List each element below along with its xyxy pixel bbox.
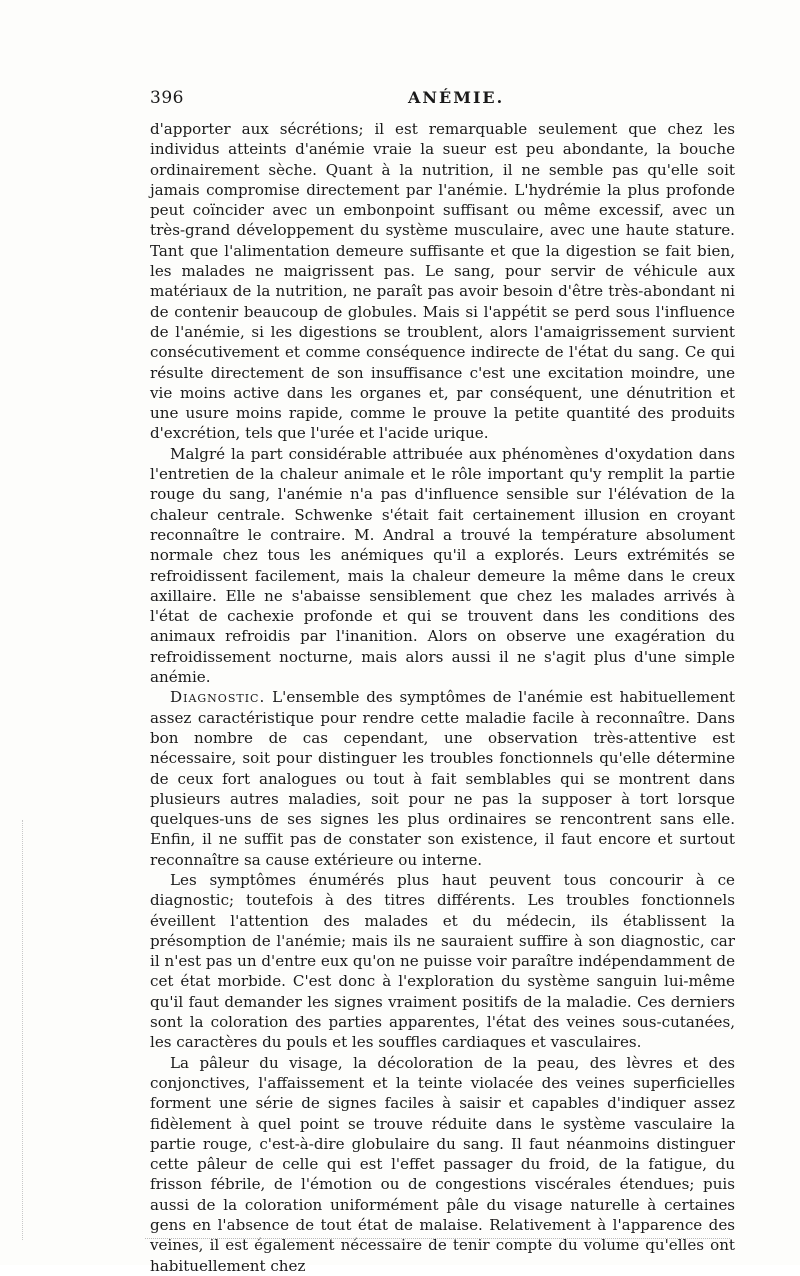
paragraph-symptomes: Les symptômes énumérés plus haut peuvent tous concourir à ce diagnostic; toutefois à des titres différents. Les troubles fonctionnels éveillent l'attention des malades et du médecin, ils établissent la présomption de l'anémie; mais ils ne sauraient suffire à son diagnostic, car il n'est pas un d'entre eux qu'on ne puisse voir paraître indépendamment de cet état morbide. C'est donc à l'exploration du système sanguin lui-même qu'il faut demander les signes vraiment positifs de la maladie. Ces derniers sont la coloration des parties apparentes, l'état des veines sous-cutanées, les caractères du pouls et les souffles cardiaques et vasculaires. xyxy=(150,870,735,1052)
paragraph-paleur: La pâleur du visage, la décoloration de la peau, des lèvres et des conjonctives, l'affaissement et la teinte violacée des veines superficielles forment une série de signes faciles à saisir et capables d'indiquer assez fidèlement à quel point se trouve réduite dans le système vasculaire la partie rouge, c'est-à-dire globulaire du sang. Il faut néanmoins distinguer cette pâleur de celle qui est l'effet passager du froid, de la fatigue, du frisson fébrile, de l'émotion ou de congestions viscérales étendues; puis aussi de la coloration uniformément pâle du visage naturelle à certaines gens en l'absence de tout état de malaise. Relativement à l'apparence des veines, il est également nécessaire de tenir compte du volume qu'elles ont habituellement chez xyxy=(150,1053,735,1275)
page-header xyxy=(150,88,730,112)
paragraph-nutrition: d'apporter aux sécrétions; il est remarquable seulement que chez les individus atteints d'anémie vraie la sueur est peu abondante, la bouche ordinairement sèche. Quant à la nutrition, il ne semble pas qu'elle soit jamais compromise directement par l'anémie. L'hydrémie la plus profonde peut coïncider avec un embonpoint suffisant ou même excessif, avec un très-grand développement du système musculaire, avec une haute stature. Tant que l'alimentation demeure suffisante et que la digestion se fait bien, les malades ne maigrissent pas. Le sang, pour servir de véhicule aux matériaux de la nutrition, ne paraît pas avoir besoin d'être très-abondant ni de contenir beaucoup de globules. Mais si l'appétit se perd sous l'influence de l'anémie, si les digestions se troublent, alors l'amaigrissement survient consécutivement et comme conséquence indirecte de l'état du sang. Ce qui résulte directement de son insuffisance c'est une excitation moindre, une vie moins active dans les organes et, par conséquent, une dénutrition et une usure moins rapide, comme le prouve la petite quantité des produits d'excrétion, tels que l'urée et l'acide urique. xyxy=(150,120,735,443)
paragraph-diagnostic-text: L'ensemble des symptômes de l'anémie est habituellement assez caractéristique pour rendre cette maladie facile à reconnaître. Dans bon nombre de cas cependant, une observation très-attentive est nécessaire, soit pour distinguer les troubles fonctionnels qu'elle détermine de ceux fort analogues ou tout à fait semblables qui se montrent dans plusieurs autres maladies, soit pour ne pas la supposer à tort lorsque quelques-uns de ses signes les plus ordinaires se rencontrent sans elle. Enfin, il ne suffit pas de constater son existence, il faut encore et surtout reconnaître sa cause extérieure ou interne. xyxy=(150,688,735,869)
running-title: ANÉMIE. xyxy=(408,88,505,107)
paragraph-chaleur: Malgré la part considérable attribuée aux phénomènes d'oxydation dans l'entretien de la chaleur animale et le rôle important qu'y remplit la partie rouge du sang, l'anémie n'a pas d'influence sensible sur l'élévation de la chaleur centrale. Schwenke s'était fait certainement illusion en croyant reconnaître le contraire. M. Andral a trouvé la température absolument normale chez tous les anémiques qu'il a explorés. Leurs extrémités se refroidissent facilement, mais la chaleur demeure la même dans le creux axillaire. Elle ne s'abaisse sensiblement que chez les malades arrivés à l'état de cachexie profonde et qui se trouvent dans les conditions des animaux refroidis par l'inanition. Alors on observe une exagération du refroidissement nocturne, mais alors aussi il ne s'agit plus d'une simple anémie. xyxy=(150,444,735,687)
body-text xyxy=(150,119,735,1276)
page-number: 396 xyxy=(150,88,184,108)
paragraph-diagnostic xyxy=(150,687,735,870)
section-heading-diagnostic: Diagnostic. xyxy=(170,688,266,707)
bottom-rule xyxy=(145,1238,730,1239)
scan-margin-artifact xyxy=(22,820,43,1240)
